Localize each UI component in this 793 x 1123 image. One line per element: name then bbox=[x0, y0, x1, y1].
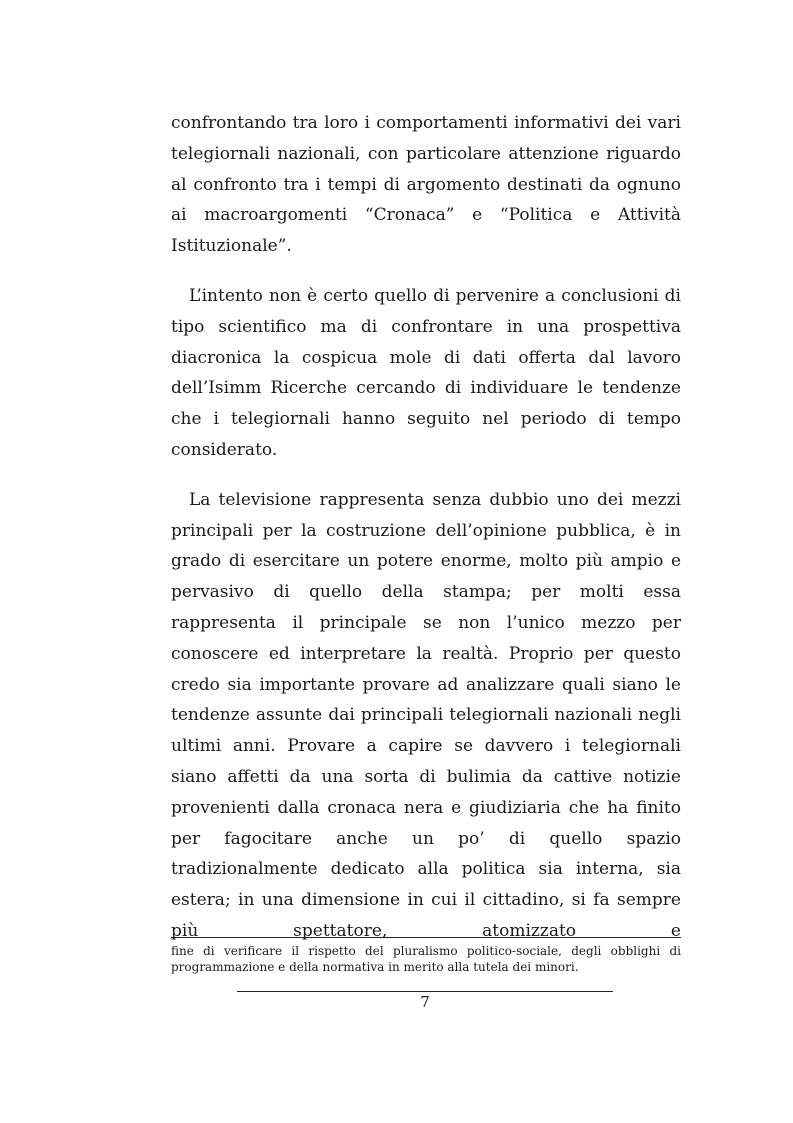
paragraph-2: L’intento non è certo quello di pervenire a conclusioni di tipo scientifico ma di confrontare in una prospettiva diacronica la cospicua mole di dati offerta dal lavoro dell’Isimm Ricerche cercando di individuare le tendenze che i telegiornali hanno seguito nel periodo di tempo considerato. bbox=[171, 285, 681, 460]
page-number: 7 bbox=[420, 993, 430, 1011]
paragraph-1: confrontando tra loro i comportamenti informativi dei vari telegiornali nazionali, con particolare attenzione riguardo al confronto tra i tempi di argomento destinati da ognuno ai macroargomenti “Cronaca” e “Politica e Attività Istituzionale”. bbox=[171, 113, 681, 257]
footnote-separator bbox=[171, 937, 681, 938]
page-body bbox=[171, 108, 681, 947]
footnote-text: fine di verificare il rispetto del pluralismo politico-sociale, degli obblighi di programmazione e della normativa in merito alla tutela dei minori. bbox=[171, 944, 681, 974]
page-number-separator bbox=[237, 991, 613, 992]
paragraph-3: La televisione rappresenta senza dubbio uno dei mezzi principali per la costruzione dell’opinione pubblica, è in grado di esercitare un potere enorme, molto più ampio e pervasivo di quello della stampa; per molti essa rappresenta il principale se non l’unico mezzo per conoscere ed interpretare la realtà. Proprio per questo credo sia importante provare ad analizzare quali siano le tendenze assunte dai principali telegiornali nazionali negli ultimi anni. Provare a capire se davvero i telegiornali siano affetti da una sorta di bulimia da cattive notizie provenienti dalla cronaca nera e giudiziaria che ha finito per fagocitare anche un po’ di quello spazio tradizionalmente dedicato alla politica sia interna, sia estera; in una dimensione in cui il cittadino, si fa sempre più spettatore, atomizzato e bbox=[171, 489, 681, 941]
